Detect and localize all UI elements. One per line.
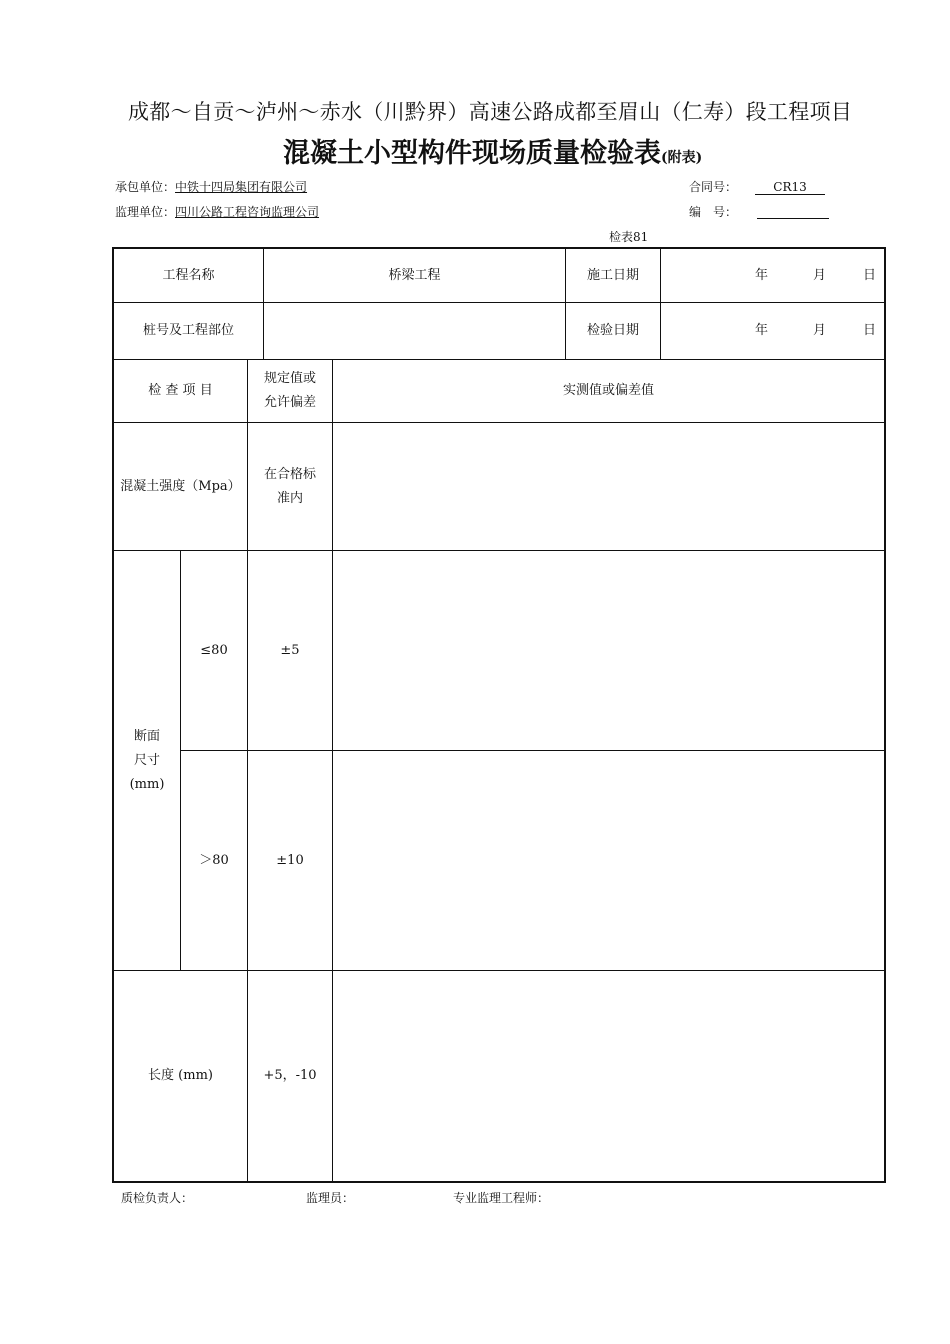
supervisor-value: 四川公路工程咨询监理公司	[175, 205, 320, 219]
form-title	[283, 131, 702, 170]
contractor-label: 承包单位：	[115, 180, 176, 194]
form-code: 检表81	[609, 230, 649, 244]
project-name-value: 桥梁工程	[388, 267, 441, 283]
contract-no-row	[689, 178, 825, 195]
inspection-date-day: 日	[863, 323, 877, 338]
contractor-value: 中铁十四局集团有限公司	[175, 180, 308, 194]
station-field[interactable]	[264, 303, 565, 359]
length-label: 长度 (mm)	[148, 1068, 213, 1083]
inspection-table	[112, 247, 886, 1183]
construction-date-field[interactable]	[661, 249, 884, 302]
strength-tolerance: 在合格标准内	[263, 466, 316, 506]
qc-signature-label: 质检负责人：	[121, 1191, 194, 1205]
section-gt80-measured-field[interactable]	[333, 751, 884, 970]
col-tolerance-header: 规定值或允许偏差	[263, 371, 316, 410]
project-title: 成都～自贡～泸州～赤水（川黔界）高速公路成都至眉山（仁寿）段工程项目	[128, 100, 853, 124]
serial-no-value	[757, 204, 829, 219]
section-size-label: 断面尺寸(mm)	[129, 728, 165, 792]
form-title-text: 混凝土小型构件现场质量检验表	[283, 138, 661, 169]
serial-no-row	[689, 203, 829, 220]
length-measured-field[interactable]	[333, 971, 884, 1181]
inspection-date-field[interactable]	[661, 303, 884, 359]
section-gt80-tolerance: ±10	[276, 852, 304, 868]
station-label: 桩号及工程部位	[142, 323, 234, 338]
contractor-row	[115, 178, 307, 195]
section-le80-measured-field[interactable]	[333, 551, 884, 750]
col-measured-header: 实测值或偏差值	[562, 383, 654, 398]
engineer-signature-label: 专业监理工程师：	[453, 1191, 550, 1205]
section-le80-label: ≤80	[200, 642, 228, 658]
project-name-label: 工程名称	[162, 267, 215, 283]
col-item-header: 检 查 项 目	[148, 383, 213, 398]
section-le80-tolerance: ±5	[280, 642, 300, 658]
construction-date-label: 施工日期	[586, 267, 639, 283]
construction-date-month: 月	[813, 267, 827, 283]
contract-no-label: 合同号：	[689, 180, 738, 194]
section-gt80-label: ＞80	[199, 852, 229, 868]
supervisor-row	[115, 203, 319, 220]
contract-no-value: CR13	[755, 180, 825, 195]
construction-date-day: 日	[863, 267, 877, 283]
construction-date-year: 年	[755, 267, 769, 283]
form-title-suffix: (附表)	[661, 150, 703, 166]
length-tolerance: +5，-10	[263, 1068, 317, 1083]
serial-no-label: 编 号：	[689, 205, 738, 219]
supervisor-label: 监理单位：	[115, 205, 176, 219]
inspection-date-month: 月	[813, 323, 827, 338]
inspection-date-year: 年	[755, 323, 769, 338]
supervisor-signature-label: 监理员：	[306, 1191, 355, 1205]
strength-measured-field[interactable]	[333, 423, 884, 550]
inspection-date-label: 检验日期	[586, 323, 639, 338]
strength-label: 混凝土强度（Mpa）	[120, 478, 241, 494]
